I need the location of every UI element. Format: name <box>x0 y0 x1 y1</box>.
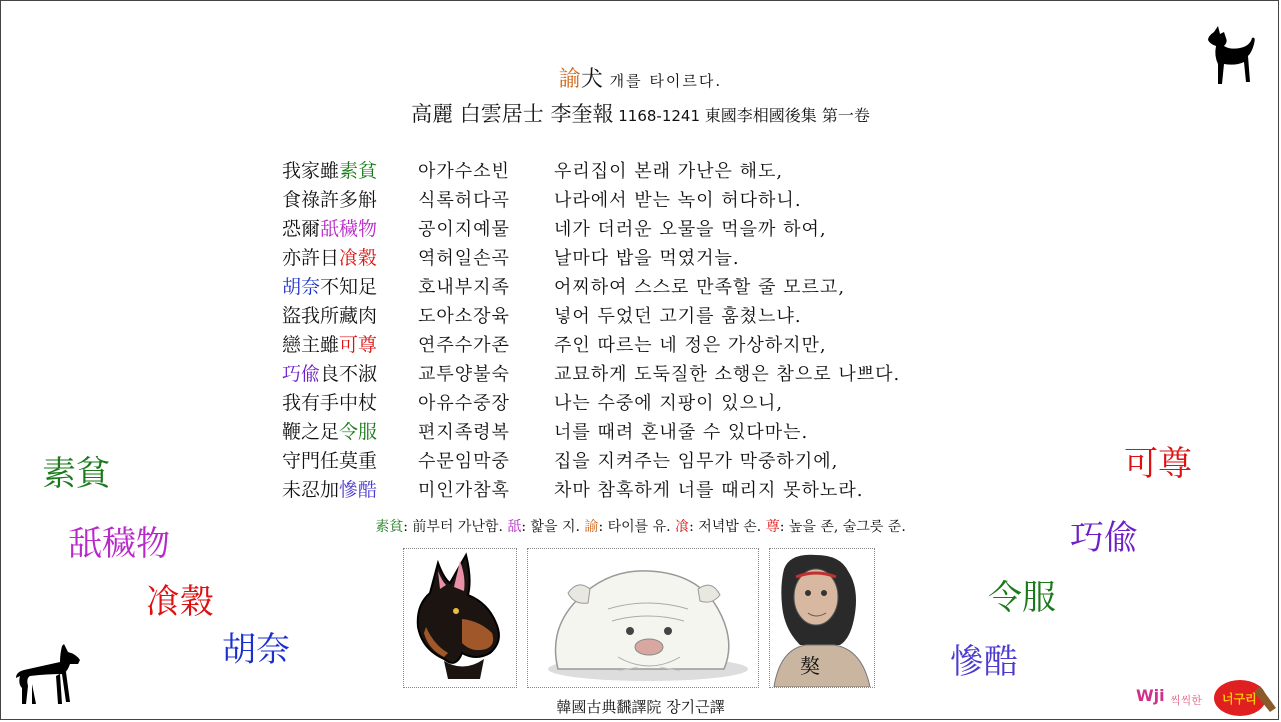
poem-line <box>282 243 900 272</box>
subtitle-author: 高麗 白雲居士 李奎報 <box>411 102 614 126</box>
poem-hanja-highlight: 飡穀 <box>339 247 378 269</box>
note-word: 飡 <box>675 519 690 535</box>
subtitle-years: 1168-1241 <box>613 107 705 125</box>
poem-translation: 주인 따르는 네 정은 가상하지만, <box>554 335 827 356</box>
note-def: : 타이를 유. <box>598 519 676 535</box>
poem-hanja-highlight: 慘酷 <box>339 479 378 501</box>
poem-line <box>282 359 900 388</box>
poem-line <box>282 330 900 359</box>
poem-reading: 역허일손곡 <box>418 248 510 269</box>
float-word-ryeongbok: 令服 <box>988 578 1056 618</box>
poem-hanja-highlight: 胡奈 <box>282 276 321 298</box>
poem-hanja-highlight: 舐穢物 <box>320 218 378 240</box>
subtitle-book: 東國李相國後集 第一卷 <box>704 106 870 125</box>
poem-line <box>282 446 900 475</box>
poem-line <box>282 214 900 243</box>
poem-translation: 나는 수중에 지팡이 있으니, <box>554 393 784 414</box>
poem-line <box>282 185 900 214</box>
caricature-image <box>769 548 875 688</box>
poem-hanja-highlight: 令服 <box>339 421 378 443</box>
poem-hanja-highlight: 巧偸 <box>282 363 321 385</box>
title-hanja-1: 諭 <box>558 67 581 92</box>
bulldog-illustration <box>528 549 758 687</box>
title-hanja-2: 犬 <box>580 67 603 92</box>
note-def: : 저녁밥 손. <box>689 519 766 535</box>
poem-translation: 교묘하게 도둑질한 소행은 참으로 나쁘다. <box>554 364 901 385</box>
poem-hanja-highlight: 素貧 <box>339 160 378 182</box>
poem-reading: 아유수중장 <box>418 393 510 414</box>
poem-hanja: 亦許日 <box>282 247 340 269</box>
poem-translation: 날마다 밥을 먹였거늘. <box>554 248 740 269</box>
note-def: : 핥을 지. <box>521 519 585 535</box>
float-word-songok: 飡穀 <box>146 582 214 622</box>
poem-line <box>282 156 900 185</box>
note-def: : 前부터 가난함. <box>403 519 508 535</box>
poem-translation: 어찌하여 스스로 만족할 줄 모르고, <box>554 277 846 298</box>
poem-line <box>282 388 900 417</box>
float-word-gyotu: 巧偸 <box>1070 518 1138 558</box>
poem-hanja: 我家雖 <box>282 160 340 182</box>
logo-tagline: 씩씩한 <box>1170 694 1202 707</box>
poem-reading: 호내부지족 <box>418 277 510 298</box>
float-word-jiyemul: 舐穢物 <box>68 524 170 564</box>
poem-line <box>282 301 900 330</box>
poem-reading: 공이지예물 <box>418 219 510 240</box>
poem-translation: 네가 더러운 오물을 먹을까 하여, <box>554 219 827 240</box>
doberman-image <box>403 548 517 688</box>
brand-logo <box>1132 672 1278 718</box>
poem-hanja: 我有手中杖 <box>282 392 378 414</box>
poem-hanja: 盜我所藏肉 <box>282 305 378 327</box>
poem-hanja: 守門任莫重 <box>282 450 378 472</box>
poem-translation: 나라에서 받는 녹이 허다하니. <box>554 190 802 211</box>
note-def: : 높을 존, 술그릇 준. <box>779 519 906 535</box>
float-word-sobin: 素貧 <box>42 454 110 494</box>
poem-hanja: 鞭之足 <box>282 421 340 443</box>
poem-line <box>282 272 900 301</box>
poem-translation: 우리집이 본래 가난은 해도, <box>554 161 784 182</box>
float-word-gajon: 可尊 <box>1124 444 1192 484</box>
poem-hanja: 良不淑 <box>320 363 378 385</box>
translation-credit: 韓國古典飜譯院 장기근譯 <box>556 698 725 716</box>
page-title <box>0 62 1281 93</box>
poem-reading: 수문임막중 <box>418 451 510 472</box>
doberman-illustration <box>404 549 516 687</box>
caricature-illustration <box>770 549 874 687</box>
note-word: 素貧 <box>375 519 404 535</box>
poem-table <box>282 156 900 504</box>
poem-hanja: 恐爾 <box>282 218 321 240</box>
poem-translation: 차마 참혹하게 너를 때리지 못하노라. <box>554 480 864 501</box>
poem-translation: 넣어 두었던 고기를 훔쳤느냐. <box>554 306 802 327</box>
logo-brand: Wji <box>1136 686 1165 705</box>
poem-hanja: 不知足 <box>320 276 378 298</box>
note-word: 尊 <box>765 519 780 535</box>
note-word: 舐 <box>507 519 522 535</box>
poem-reading: 아가수소빈 <box>418 161 510 182</box>
float-word-chamhok: 慘酷 <box>950 642 1018 682</box>
poem-line <box>282 417 900 446</box>
poem-reading: 연주수가존 <box>418 335 510 356</box>
poem-reading: 도아소장육 <box>418 306 510 327</box>
poem-reading: 편지족령복 <box>418 422 510 443</box>
poem-reading: 식록허다곡 <box>418 190 510 211</box>
poem-line <box>282 475 900 504</box>
caricature-stamp-text: 獒 <box>800 654 820 678</box>
poem-reading: 미인가참혹 <box>418 480 510 501</box>
poem-translation: 너를 때려 혼내줄 수 있다마는. <box>554 422 809 443</box>
note-word: 諭 <box>584 519 599 535</box>
poem-hanja: 戀主雖 <box>282 334 340 356</box>
poem-translation: 집을 지켜주는 임무가 막중하기에, <box>554 451 839 472</box>
title-korean: 개를 타이르다. <box>602 72 723 90</box>
poem-hanja: 食祿許多斛 <box>282 189 378 211</box>
page-subtitle <box>0 98 1281 128</box>
logo-badge: 너구리 <box>1222 692 1257 706</box>
poem-hanja: 未忍加 <box>282 479 340 501</box>
float-word-honae: 胡奈 <box>222 630 290 670</box>
poem-hanja-highlight: 可尊 <box>339 334 378 356</box>
poem-reading: 교투양불숙 <box>418 364 510 385</box>
bulldog-image <box>527 548 759 688</box>
